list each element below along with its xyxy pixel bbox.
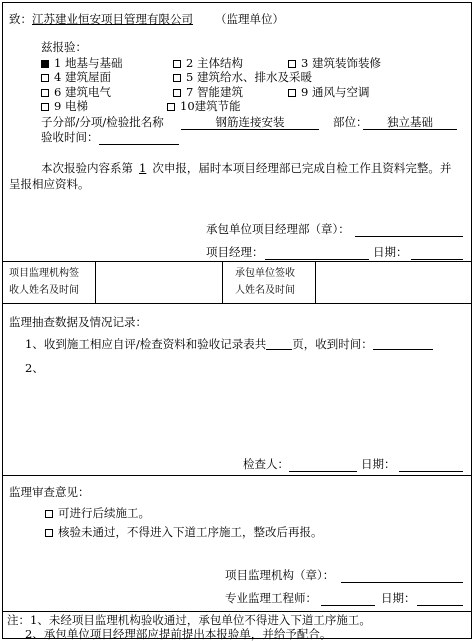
page-count-field[interactable] — [266, 338, 292, 350]
project-manager-label: 项目经理： — [206, 245, 264, 259]
supervisor-receipt-label-2: 收人姓名及时间 — [9, 285, 79, 296]
supervision-org-field[interactable] — [341, 568, 463, 583]
option-4[interactable]: 4 建筑屋面 — [41, 70, 111, 84]
batch-name-value[interactable]: 钢筋连接安装 — [181, 115, 319, 130]
checkbox-checked-icon[interactable] — [41, 60, 49, 68]
option-10[interactable]: 10建筑节能 — [167, 99, 241, 113]
contractor-seal-label: 承包单位项目经理部（章）： — [206, 222, 350, 236]
project-manager-field[interactable] — [265, 245, 369, 260]
inspector-label: 检查人： — [243, 457, 289, 471]
checkbox-icon[interactable] — [288, 89, 296, 97]
option-2[interactable]: 2 主体结构 — [173, 56, 243, 70]
checkbox-icon[interactable] — [173, 89, 181, 97]
inspection-date-label: 日期： — [361, 457, 396, 471]
submission-count: 1 — [139, 161, 147, 175]
location-value[interactable]: 独立基础 — [363, 115, 457, 130]
option-3[interactable]: 3 建筑装饰装修 — [288, 56, 381, 70]
option-5[interactable]: 5 建筑给水、排水及采暖 — [173, 70, 312, 84]
review-title: 监理审查意见： — [9, 485, 90, 499]
divider — [3, 611, 471, 612]
statement-line1: 本次报验内容系第 1 次申报，届时本项目经理部已完成自检工作且资料完整。并 — [41, 161, 452, 175]
checkbox-icon[interactable] — [288, 60, 296, 68]
supervising-engineer-label: 专业监理工程师： — [225, 591, 317, 605]
divider — [315, 261, 316, 303]
option-8[interactable]: 9 通风与空调 — [288, 85, 369, 99]
inspection-item-1: 1、收到施工相应自评/检查资料和验收记录表共 页，收到时间： — [25, 337, 433, 351]
divider — [3, 303, 471, 304]
received-time-field[interactable] — [373, 338, 433, 350]
supervisor-receipt-field[interactable] — [97, 262, 221, 302]
inspection-title: 监理抽查数据及情况记录： — [9, 315, 147, 329]
note-2: 2、承包单位项目经理部应提前提出本报验单，并给予配合。 — [25, 627, 332, 641]
recipient-prefix: 致： — [9, 12, 32, 26]
option-7[interactable]: 7 智能建筑 — [173, 85, 243, 99]
supervisor-receipt-label-1: 项目监理机构签 — [9, 268, 79, 279]
checkbox-icon[interactable] — [173, 60, 181, 68]
divider — [3, 475, 471, 476]
contractor-receipt-label-2: 人姓名及时间 — [235, 285, 295, 296]
review-date-field[interactable] — [417, 591, 463, 606]
note-1: 注：1、未经项目监理机构验收通过，承包单位不得进入下道工序施工。 — [7, 613, 371, 627]
checkbox-icon[interactable] — [41, 103, 49, 111]
inspection-request-form — [2, 2, 472, 639]
checkbox-icon[interactable] — [173, 74, 181, 82]
inspection-item-2: 2、 — [25, 361, 44, 375]
unit-type: （监理单位） — [215, 12, 284, 26]
date-label: 日期： — [373, 245, 408, 259]
location-label: 部位： — [333, 115, 368, 129]
contractor-receipt-label-1: 承包单位签收 — [235, 268, 295, 279]
recipient-line — [9, 12, 284, 26]
review-date-label: 日期： — [381, 591, 416, 605]
supervision-company: 江苏建业恒安项目管理有限公司 — [32, 12, 193, 26]
supervising-engineer-field[interactable] — [321, 591, 375, 606]
checkbox-icon[interactable] — [41, 74, 49, 82]
checkbox-icon[interactable] — [45, 529, 53, 537]
checkbox-icon[interactable] — [41, 89, 49, 97]
submit-label: 兹报验： — [41, 40, 87, 54]
batch-name-label: 子分部/分项/检验批名称 — [41, 115, 164, 129]
option-1[interactable]: 1 地基与基础 — [41, 56, 122, 70]
option-6[interactable]: 6 建筑电气 — [41, 85, 111, 99]
checkbox-icon[interactable] — [167, 103, 175, 111]
review-option-continue[interactable]: 可进行后续施工。 — [45, 506, 150, 520]
inspection-date-field[interactable] — [399, 457, 463, 472]
review-option-rejected[interactable]: 核验未通过，不得进入下道工序施工，整改后再报。 — [45, 525, 323, 539]
acceptance-time-label: 验收时间： — [41, 130, 99, 144]
contractor-seal-field[interactable] — [355, 222, 463, 237]
statement-line2: 呈报相应资料。 — [9, 177, 90, 191]
divider — [95, 261, 96, 303]
inspector-field[interactable] — [289, 457, 357, 472]
acceptance-time-field[interactable] — [99, 130, 179, 145]
date-field[interactable] — [411, 245, 463, 260]
supervision-org-label: 项目监理机构（章）： — [225, 568, 335, 582]
checkbox-icon[interactable] — [45, 510, 53, 518]
contractor-receipt-field[interactable] — [317, 262, 469, 302]
option-9[interactable]: 9 电梯 — [41, 99, 88, 113]
divider — [222, 261, 223, 303]
